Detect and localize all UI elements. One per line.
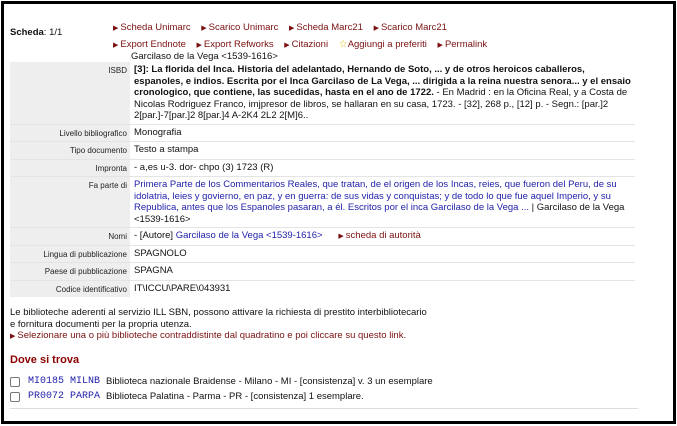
dove-si-trova-heading: Dove si trova — [10, 354, 80, 366]
lingua-value: SPAGNOLO — [130, 245, 635, 263]
scarico-marc21-text[interactable]: Scarico Marc21 — [380, 22, 447, 33]
row-codice — [10, 280, 635, 297]
export-endnote-text[interactable]: Export Endnote — [120, 39, 186, 50]
triangle-icon: ▶ — [373, 25, 379, 32]
scheda-unimarc-link[interactable] — [113, 22, 191, 33]
lingua-label: Lingua di pubblicazione — [10, 245, 130, 263]
permalink-text[interactable]: Permalink — [444, 39, 488, 50]
row-tipo — [10, 142, 635, 160]
citazioni-link[interactable] — [284, 39, 328, 50]
triangle-icon: ▶ — [113, 42, 119, 49]
isbd-value — [130, 62, 635, 124]
triangle-icon: ▶ — [338, 233, 344, 240]
action-row-1 — [113, 20, 653, 37]
nomi-role: - [Autore] — [134, 230, 176, 241]
library-description: Biblioteca nazionale Braidense - Milano - MI - [consistenza] v. 3 un esemplare — [106, 376, 433, 387]
library-description: Biblioteca Palatina - Parma - PR - [consistenza] 1 esemplare. — [106, 391, 364, 402]
triangle-icon: ▶ — [288, 25, 295, 32]
triangle-icon: ▶ — [196, 42, 202, 49]
library-item — [10, 389, 650, 404]
livello-value: Monografia — [130, 124, 635, 142]
codice-label: Codice identificativo — [10, 280, 130, 297]
row-impronta — [10, 159, 635, 177]
scheda-marc21-link[interactable] — [289, 22, 363, 33]
library-code-link[interactable]: MI0185 MILNB — [28, 376, 101, 387]
ill-notice — [10, 307, 650, 343]
row-livello — [10, 124, 635, 142]
export-refworks-text[interactable]: Export Refworks — [203, 39, 274, 50]
tipo-label: Tipo documento — [10, 142, 130, 160]
ill-text-2: e fornitura documenti per la propria utenza. — [10, 318, 192, 330]
permalink-link[interactable] — [438, 39, 488, 50]
library-checkbox[interactable] — [10, 377, 20, 387]
export-refworks-link[interactable] — [197, 39, 274, 50]
triangle-icon: ▶ — [10, 333, 16, 340]
row-lingua — [10, 245, 635, 263]
codice-value: IT\ICCU\PARE\043931 — [130, 280, 635, 297]
scheda-value: : 1/1 — [43, 27, 63, 38]
ill-request-link[interactable] — [10, 330, 650, 343]
scheda-counter — [10, 27, 62, 38]
row-nomi — [10, 228, 635, 246]
scheda-autorita-link[interactable]: scheda di autorità — [345, 230, 421, 241]
scheda-unimarc-text[interactable]: Scheda Unimarc — [120, 22, 191, 33]
paese-label: Paese di pubblicazione — [10, 263, 130, 281]
scarico-unimarc-text[interactable]: Scarico Unimarc — [208, 22, 279, 33]
scheda-label: Scheda — [10, 27, 44, 38]
row-fa-parte — [10, 177, 635, 228]
fa-parte-value — [130, 177, 635, 228]
fa-parte-label: Fa parte di — [10, 177, 130, 228]
triangle-icon: ▶ — [284, 42, 290, 49]
aggiungi-preferiti-text[interactable]: Aggiungi a preferiti — [347, 39, 427, 50]
author-heading: Garcilaso de la Vega <1539-1616> — [131, 51, 278, 62]
nomi-value — [130, 228, 635, 246]
impronta-label: Impronta — [10, 159, 130, 177]
library-checkbox[interactable] — [10, 392, 20, 402]
record-panel — [1, 1, 676, 424]
library-item — [10, 374, 650, 389]
livello-label: Livello bibliografico — [10, 124, 130, 142]
fa-parte-link[interactable]: Primera Parte de los Commentarios Reales, que tratan, de el origen de los Incas, reies, que fueron del Peru, de su idolatria, leies y govierno, en paz, y en guerra: de sus vidas y conquistas; y de todo lo que fue aquel Imperio, y su Republica, antes que los Espanoles pasaran, a él. Escritos por el inca Garcilaso de la Vega ... — [134, 179, 617, 213]
tipo-value: Testo a stampa — [130, 142, 635, 160]
fa-parte-author: | Garcilaso de la Vega <1539-1616> — [134, 202, 625, 225]
row-paese — [10, 263, 635, 281]
triangle-icon: ▶ — [437, 42, 443, 49]
action-links — [113, 20, 653, 54]
star-icon: ☆ — [338, 39, 348, 50]
isbd-title: [3]: La florida del Inca. Historia del adelantado, Hernando de Soto, ... y de otros heroicos caballeros, espanoles, e indios. Escrita por el Inca Garcilaso de La Vega, ... dirigida a la reina nuestra senora... y el ensaio cronologico, que contiene, las sucedidas, hasta en el ano de 1722. — [134, 64, 631, 98]
record-table — [10, 62, 635, 297]
library-code-link[interactable]: PR0072 PARPA — [28, 391, 101, 402]
library-list — [10, 374, 650, 404]
triangle-icon: ▶ — [201, 25, 207, 32]
row-isbd — [10, 62, 635, 124]
divider — [10, 408, 638, 409]
citazioni-text[interactable]: Citazioni — [291, 39, 329, 50]
nomi-author-link[interactable]: Garcilaso de la Vega <1539-1616> — [175, 230, 323, 241]
export-endnote-link[interactable] — [113, 39, 186, 50]
paese-value: SPAGNA — [130, 263, 635, 281]
ill-request-text[interactable]: Selezionare una o più biblioteche contraddistinte dal quadratino e poi cliccare su questo link. — [17, 330, 407, 341]
scarico-marc21-link[interactable] — [374, 22, 447, 33]
isbd-details: - En Madrid : en la Oficina Real, y a Costa de Nicolas Rodriguez Franco, imjpresor de libros, se hallaran en su casa, 1723. - [32], 268 p., [12] p. - Segn.: [par.]2 2[par.]-7[par.]2 8[par.]4 A-2K4 2L2 2[M]6.. — [134, 87, 628, 121]
aggiungi-preferiti-link[interactable] — [339, 39, 427, 50]
scarico-unimarc-link[interactable] — [201, 22, 278, 33]
ill-text-1: Le biblioteche aderenti al servizio ILL SBN, possono attivare la richiesta di prestito interbibliotecario — [10, 307, 427, 318]
nomi-label: Nomi — [10, 228, 130, 246]
triangle-icon: ▶ — [113, 25, 119, 32]
isbd-label: ISBD — [10, 62, 130, 124]
impronta-value: - a,es u-3. dor- chpo (3) 1723 (R) — [130, 159, 635, 177]
scheda-marc21-text[interactable]: Scheda Marc21 — [296, 22, 363, 33]
